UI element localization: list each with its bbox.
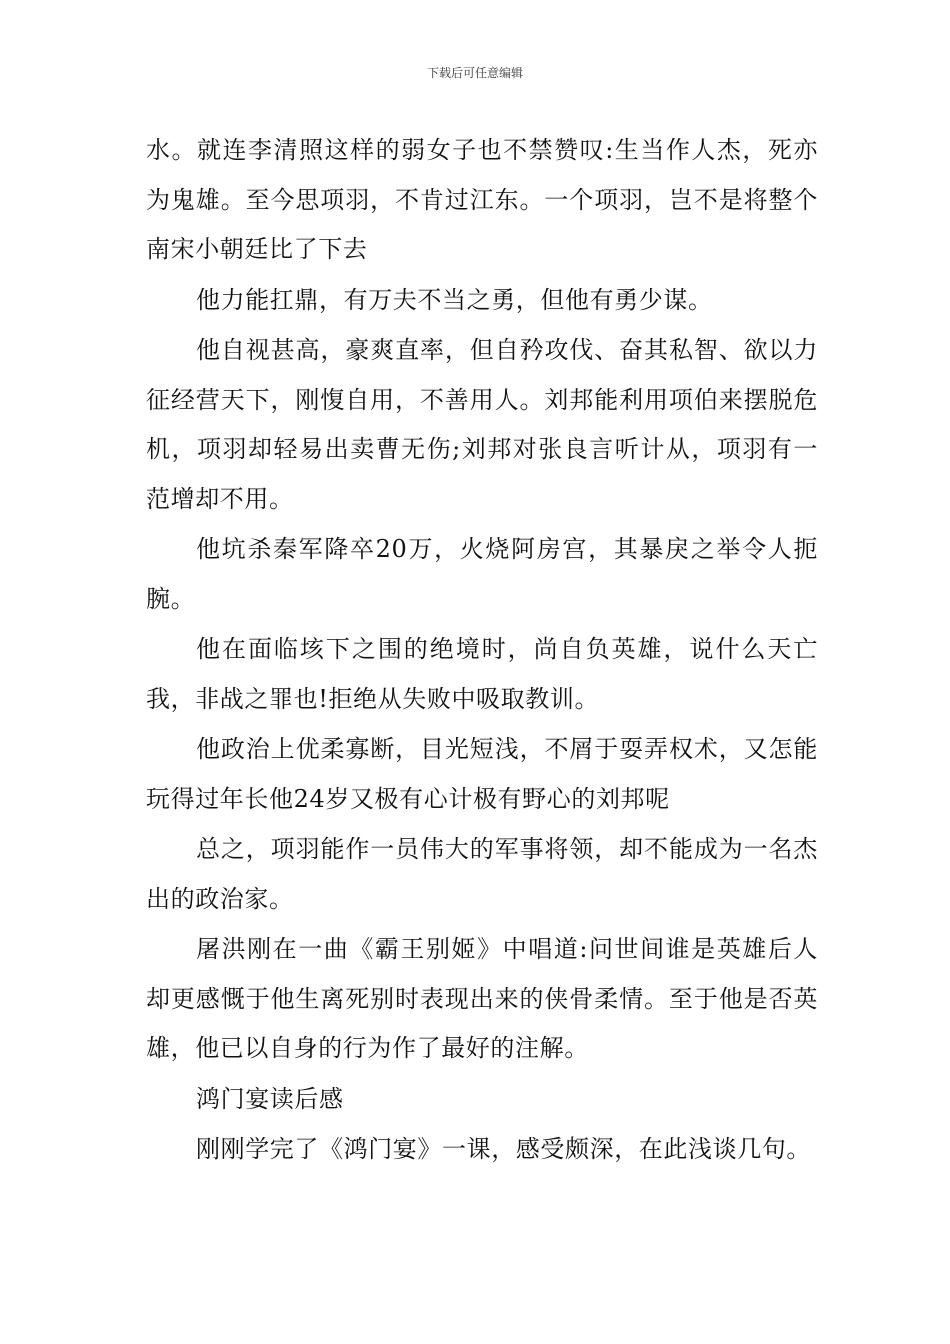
paragraph-7: 总之，项羽能作一员伟大的军事将领，却不能成为一名杰出的政治家。 [146, 835, 818, 913]
document-body [146, 126, 818, 1176]
paragraph-5: 他在面临垓下之围的绝境时，尚自负英雄，说什么天亡我，非战之罪也!拒绝从失败中吸取教训。 [146, 635, 818, 713]
paragraph-1: 水。就连李清照这样的弱女子也不禁赞叹:生当作人杰，死亦为鬼雄。至今思项羽，不肯过江东。一个项羽，岂不是将整个南宋小朝廷比了下去 [146, 136, 818, 263]
paragraph-8: 屠洪刚在一曲《霸王别姬》中唱道:问世间谁是英雄后人却更感慨于他生离死别时表现出来的侠骨柔情。至于他是否英雄，他已以自身的行为作了最好的注解。 [146, 935, 818, 1062]
paragraph-2: 他力能扛鼎，有万夫不当之勇，但他有勇少谋。 [196, 285, 713, 314]
paragraph-4: 他坑杀秦军降卒20万，火烧阿房宫，其暴戾之举令人扼腕。 [146, 535, 818, 613]
section-title: 鸿门宴读后感 [196, 1084, 344, 1113]
paragraph-3: 他自视甚高，豪爽直率，但自矜攻伐、奋其私智、欲以力征经营天下，刚愎自用，不善用人。刘邦能利用项伯来摆脱危机，项羽却轻易出卖曹无伤;刘邦对张良言听计从，项羽有一范增却不用。 [146, 336, 818, 513]
paragraph-6: 他政治上优柔寡断，目光短浅，不屑于耍弄权术，又怎能玩得过年长他24岁又极有心计极有野心的刘邦呢 [146, 735, 818, 813]
paragraph-9: 刚刚学完了《鸿门宴》一课，感受颇深，在此浅谈几句。 [196, 1135, 811, 1163]
page-header: 下载后可任意编辑 [426, 66, 523, 80]
